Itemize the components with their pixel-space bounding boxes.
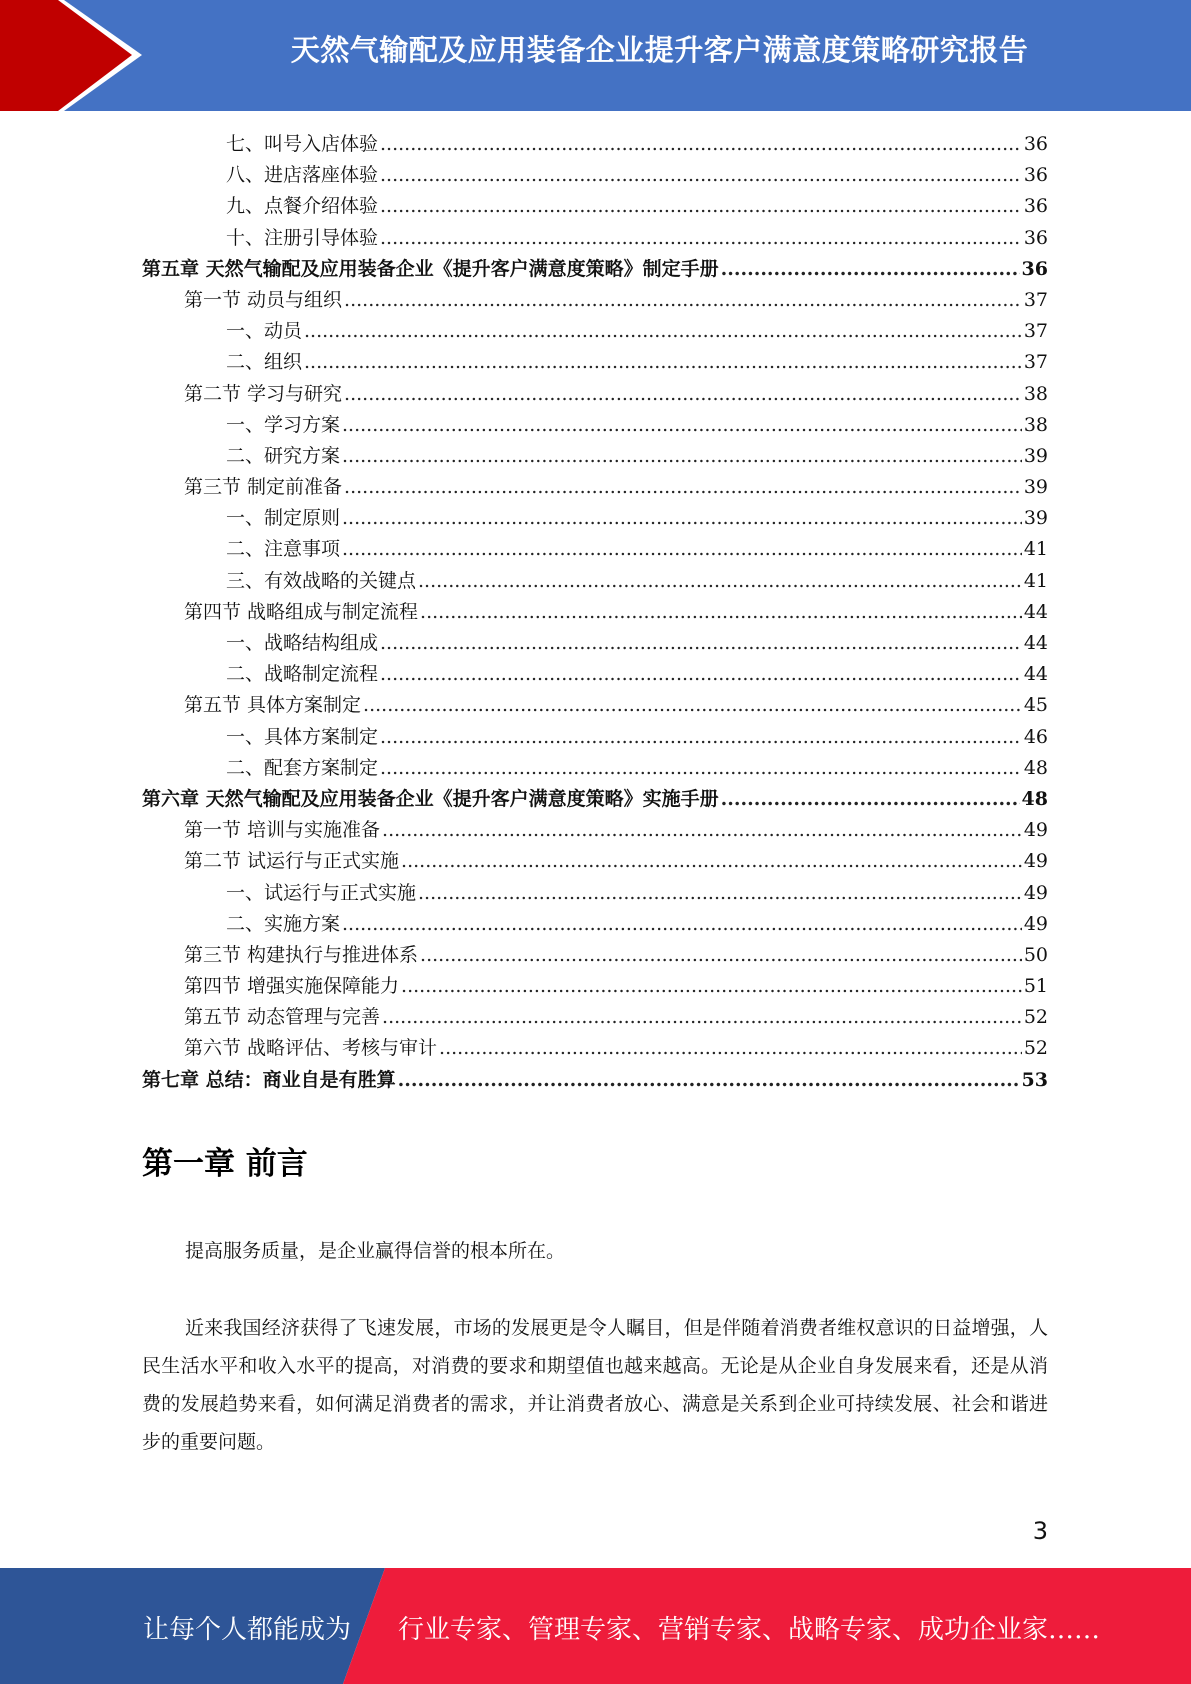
toc-entry-page: 36 xyxy=(1023,133,1048,155)
toc-entry-page: 44 xyxy=(1023,663,1048,686)
toc-entry-title: 第六节 战略评估、考核与审计 xyxy=(184,1037,438,1060)
toc-leader-dots xyxy=(439,1037,1022,1059)
toc-entry[interactable] xyxy=(142,129,1048,160)
toc-entry[interactable] xyxy=(142,784,1048,815)
toc-entry[interactable] xyxy=(142,160,1048,191)
toc-leader-dots xyxy=(401,850,1022,872)
toc-entry[interactable] xyxy=(142,223,1048,254)
toc-entry-title: 一、战略结构组成 xyxy=(226,632,379,654)
toc-entry-page: 37 xyxy=(1023,288,1048,311)
toc-entry-title: 第五节 动态管理与完善 xyxy=(184,1006,381,1029)
toc-leader-dots xyxy=(398,1069,1020,1091)
toc-entry-title: 八、进店落座体验 xyxy=(226,164,379,187)
toc-entry-title: 二、战略制定流程 xyxy=(226,663,379,686)
toc-entry-title: 二、组织 xyxy=(226,351,303,374)
toc-leader-dots xyxy=(342,445,1022,467)
toc-entry[interactable] xyxy=(142,472,1048,503)
toc-entry[interactable] xyxy=(142,379,1048,410)
toc-leader-dots xyxy=(304,320,1022,342)
toc-leader-dots xyxy=(382,1006,1022,1028)
toc-leader-dots xyxy=(342,414,1022,436)
page-header xyxy=(0,0,1191,111)
toc-entry[interactable] xyxy=(142,971,1048,1002)
toc-entry[interactable] xyxy=(142,753,1048,784)
toc-entry-title: 第一节 动员与组织 xyxy=(184,288,343,311)
toc-leader-dots xyxy=(304,351,1022,373)
toc-leader-dots xyxy=(380,663,1022,685)
footer-slogan-left: 让每个人都能成为 xyxy=(143,1615,352,1645)
toc-entry-title: 一、动员 xyxy=(226,320,303,343)
toc-entry-page: 37 xyxy=(1023,320,1048,343)
toc-entry-title: 二、注意事项 xyxy=(226,538,341,561)
toc-leader-dots xyxy=(721,788,1020,810)
toc-entry-page: 46 xyxy=(1023,725,1048,748)
toc-entry-page: 36 xyxy=(1023,226,1048,249)
toc-entry-title: 二、配套方案制定 xyxy=(226,756,379,779)
toc-entry-title: 第三节 制定前准备 xyxy=(184,476,343,499)
toc-entry-page: 39 xyxy=(1023,444,1048,467)
toc-entry-title: 十、注册引导体验 xyxy=(226,226,379,249)
toc-entry[interactable] xyxy=(142,878,1048,909)
toc-entry[interactable] xyxy=(142,347,1048,378)
toc-entry[interactable] xyxy=(142,1033,1048,1064)
page-footer xyxy=(0,1568,1191,1684)
toc-leader-dots xyxy=(342,538,1022,560)
toc-entry-page: 48 xyxy=(1023,756,1048,779)
toc-leader-dots xyxy=(342,913,1022,935)
toc-entry-title: 第二节 试运行与正式实施 xyxy=(184,850,400,873)
toc-entry-title: 二、实施方案 xyxy=(226,912,341,935)
toc-entry-page: 49 xyxy=(1023,881,1048,904)
toc-entry[interactable] xyxy=(142,659,1048,690)
toc-entry[interactable] xyxy=(142,191,1048,222)
toc-leader-dots xyxy=(380,195,1022,217)
toc-entry[interactable] xyxy=(142,1065,1048,1096)
toc-entry-title: 一、学习方案 xyxy=(226,413,341,436)
toc-entry-page: 36 xyxy=(1023,195,1048,218)
toc-entry-page: 44 xyxy=(1023,632,1048,654)
toc-entry-title: 第四节 增强实施保障能力 xyxy=(184,975,400,998)
toc-entry-page: 39 xyxy=(1023,507,1048,530)
toc-leader-dots xyxy=(380,164,1022,186)
toc-entry-title: 三、有效战略的关键点 xyxy=(226,569,417,592)
toc-leader-dots xyxy=(420,601,1022,623)
toc-entry-title: 一、制定原则 xyxy=(226,507,341,530)
toc-entry-title: 一、具体方案制定 xyxy=(226,725,379,748)
page-number: 3 xyxy=(1032,1517,1048,1545)
toc-entry[interactable] xyxy=(142,722,1048,753)
toc-entry-page: 51 xyxy=(1023,975,1048,998)
toc-entry[interactable] xyxy=(142,846,1048,877)
toc-leader-dots xyxy=(342,507,1022,529)
toc-entry-page: 39 xyxy=(1023,476,1048,499)
toc-entry-page: 41 xyxy=(1023,538,1048,561)
toc-entry-page: 49 xyxy=(1023,912,1048,935)
toc-leader-dots xyxy=(420,944,1022,966)
toc-leader-dots xyxy=(380,133,1022,155)
table-of-contents xyxy=(142,129,1048,1096)
chapter-heading: 第一章 前言 xyxy=(142,1146,308,1182)
toc-entry-page: 38 xyxy=(1023,382,1048,405)
toc-entry-page: 48 xyxy=(1021,787,1048,810)
toc-entry[interactable] xyxy=(142,909,1048,940)
toc-entry-page: 37 xyxy=(1023,351,1048,374)
toc-entry-title: 二、研究方案 xyxy=(226,444,341,467)
toc-entry[interactable] xyxy=(142,1002,1048,1033)
toc-entry[interactable] xyxy=(142,254,1048,285)
toc-entry[interactable] xyxy=(142,441,1048,472)
toc-entry-title: 第五章 天然气输配及应用装备企业《提升客户满意度策略》制定手册 xyxy=(142,257,719,280)
toc-entry-page: 44 xyxy=(1023,600,1048,623)
toc-entry-title: 第六章 天然气输配及应用装备企业《提升客户满意度策略》实施手册 xyxy=(142,787,719,810)
toc-entry[interactable] xyxy=(142,815,1048,846)
toc-entry[interactable] xyxy=(142,566,1048,597)
toc-leader-dots xyxy=(380,757,1022,779)
toc-leader-dots xyxy=(418,882,1022,904)
toc-leader-dots xyxy=(382,819,1022,841)
toc-entry-page: 45 xyxy=(1023,694,1048,717)
toc-entry-page: 53 xyxy=(1021,1068,1048,1091)
toc-entry-page: 52 xyxy=(1023,1037,1048,1060)
toc-leader-dots xyxy=(363,694,1022,716)
body-paragraph: 近来我国经济获得了飞速发展，市场的发展更是令人瞩目，但是伴随着消费者维权意识的日益增强，人民生活水平和收入水平的提高，对消费的要求和期望值也越来越高。无论是从企业自身发展来看，还是从消费的发展趋势来看，如何满足消费者的需求，并让消费者放心、满意是关系到企业可持续发展、社会和谐进步的重要问题。 xyxy=(142,1317,1048,1453)
toc-leader-dots xyxy=(344,289,1022,311)
toc-leader-dots xyxy=(380,227,1022,249)
toc-entry-page: 50 xyxy=(1023,943,1048,966)
toc-entry-page: 38 xyxy=(1023,413,1048,436)
toc-entry-title: 一、试运行与正式实施 xyxy=(226,881,417,904)
toc-entry-title: 第五节 具体方案制定 xyxy=(184,694,362,717)
toc-entry[interactable] xyxy=(142,628,1048,659)
toc-entry[interactable] xyxy=(142,690,1048,721)
toc-entry[interactable] xyxy=(142,316,1048,347)
toc-entry-page: 36 xyxy=(1021,257,1048,280)
toc-leader-dots xyxy=(344,476,1022,498)
toc-leader-dots xyxy=(380,632,1022,654)
toc-entry-page: 49 xyxy=(1023,850,1048,873)
toc-entry-title: 第七章 总结：商业自是有胜算 xyxy=(142,1068,396,1091)
toc-entry-title: 第三节 构建执行与推进体系 xyxy=(184,943,419,966)
body-paragraph: 提高服务质量，是企业赢得信誉的根本所在。 xyxy=(185,1240,566,1262)
toc-entry[interactable] xyxy=(142,534,1048,565)
toc-entry[interactable] xyxy=(142,940,1048,971)
footer-slogan-right: 行业专家、管理专家、营销专家、战略专家、成功企业家…… xyxy=(398,1615,1101,1645)
toc-entry-page: 36 xyxy=(1023,164,1048,187)
toc-leader-dots xyxy=(344,383,1022,405)
toc-leader-dots xyxy=(380,726,1022,748)
toc-entry[interactable] xyxy=(142,503,1048,534)
report-title: 天然气输配及应用装备企业提升客户满意度策略研究报告 xyxy=(290,33,1029,67)
toc-entry[interactable] xyxy=(142,285,1048,316)
toc-entry-page: 41 xyxy=(1023,569,1048,592)
toc-leader-dots xyxy=(418,570,1022,592)
toc-entry[interactable] xyxy=(142,410,1048,441)
toc-entry[interactable] xyxy=(142,597,1048,628)
toc-entry-title: 七、叫号入店体验 xyxy=(226,133,379,155)
toc-leader-dots xyxy=(721,258,1020,280)
toc-entry-title: 九、点餐介绍体验 xyxy=(226,195,379,218)
toc-leader-dots xyxy=(401,975,1022,997)
toc-entry-title: 第一节 培训与实施准备 xyxy=(184,819,381,842)
toc-entry-title: 第二节 学习与研究 xyxy=(184,382,343,405)
toc-entry-page: 52 xyxy=(1023,1006,1048,1029)
toc-entry-page: 49 xyxy=(1023,819,1048,842)
toc-entry-title: 第四节 战略组成与制定流程 xyxy=(184,600,419,623)
